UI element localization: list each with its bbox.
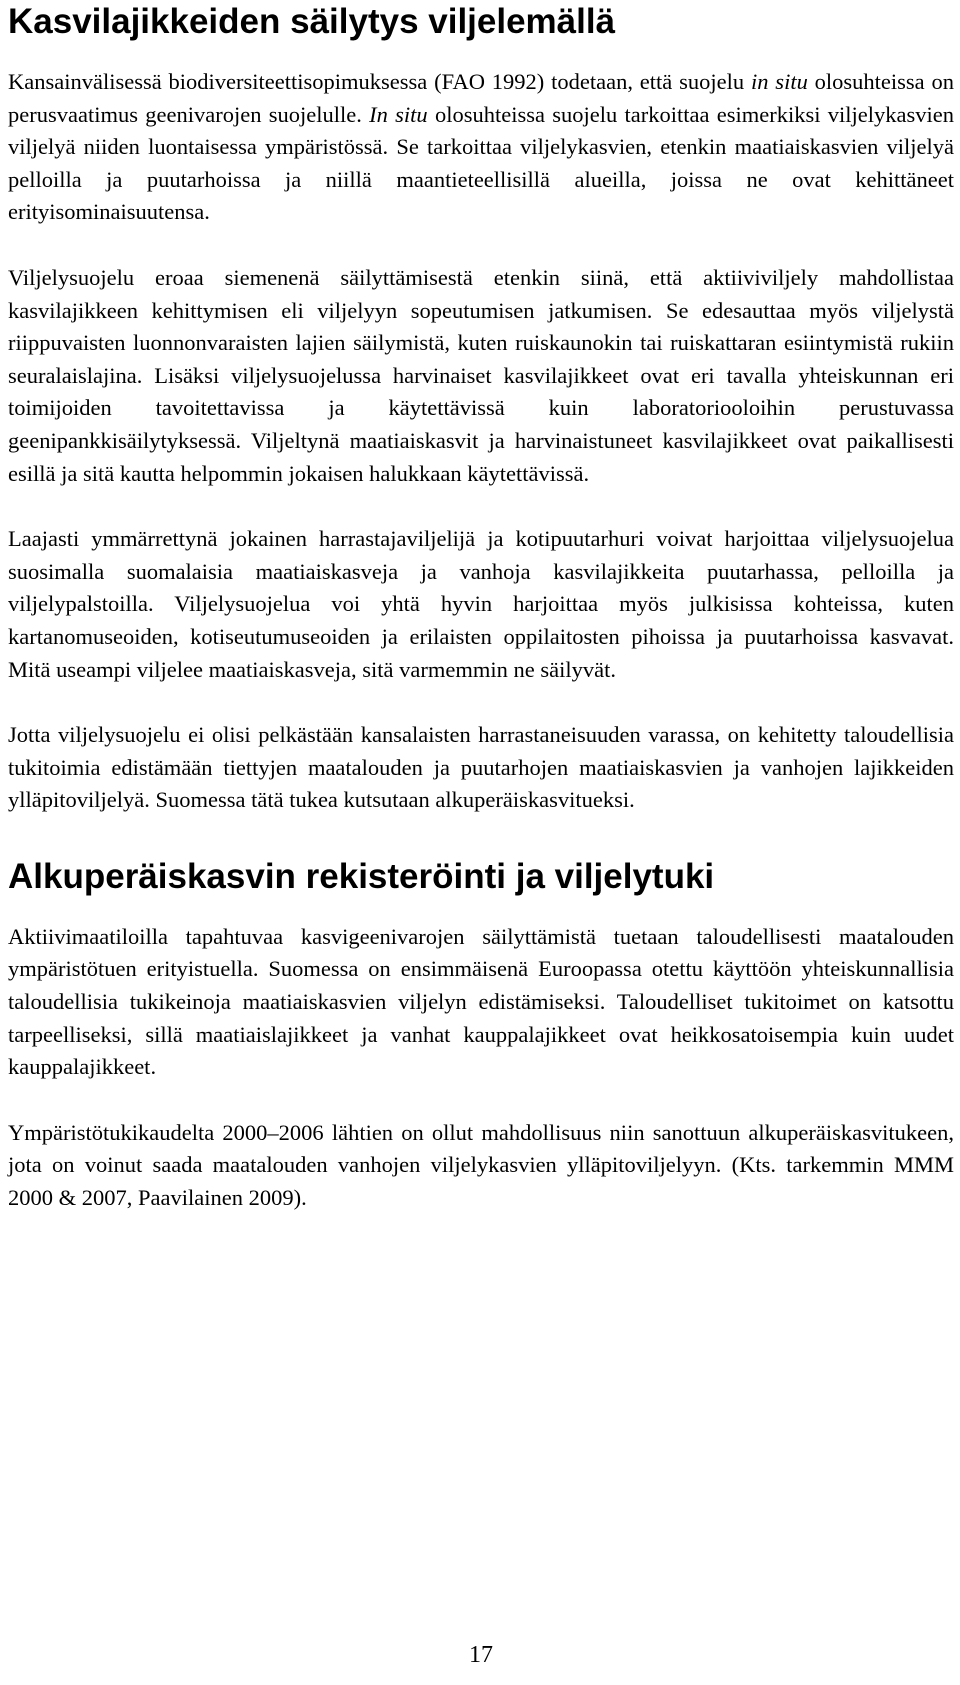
paragraph-text: olosuhteissa suojelu tarkoittaa esimerkiksi viljelykasvien viljelyä niiden luontaisessa ympäristössä. Se tarkoittaa viljelykasvien, etenkin maatiaiskasvien viljelyä pelloilla ja puutarhoissa ja niillä maantieteellisillä alueilla, joissa ne ovat kehittäneet erityisominaisuutensa. [8, 101, 954, 225]
paragraph-environmental-subsidy: Aktiivimaatiloilla tapahtuvaa kasvigeenivarojen säilyttämistä tuetaan taloudellisesti maatalouden ympäristötuen erityistuella. Suomessa on ensimmäisenä Euroopassa otettu käyttöön yhteiskunnallisia taloudellisia tukikeinoja maatiaiskasvien viljelyn edistämiseksi. Taloudelliset tukitoimet on katsottu tarpeelliseksi, sillä maatiaislajikkeet ja vanhat kauppalajikkeet ovat heikkosatoisempia kuin uudet kauppalajikkeet. [8, 923, 954, 1080]
spacer [8, 897, 954, 921]
spacer [8, 229, 954, 262]
spacer [8, 817, 954, 857]
page-number: 17 [469, 1642, 493, 1668]
paragraph-text: olosuhteissa on perusvaatimus geenivarojen suojelulle. [8, 69, 955, 127]
paragraph-in-situ [8, 66, 954, 229]
document-page [8, 0, 955, 1668]
spacer [8, 490, 954, 523]
paragraph-cultivation-conservation: Viljelysuojelu eroaa siemenenä säilyttämisestä etenkin siinä, että aktiiviviljely mahdollistaa kasvilajikkeen kehittymisen eli viljelyyn sopeutumisen jatkumisen. Se edesauttaa myös viljelystä riippuvaisten luonnonvaraisten lajien säilymistä, kuten ruiskaunokin tai ruiskattaran esiintymistä rukiin seuralaislajina. Lisäksi viljelysuojelussa harvinaiset kasvilajikkeet ovat eri tavalla yhteiskunnan eri toimijoiden tavoitettavissa ja käytettävissä kuin laboratoriooloihin perustuvassa geenipankkisäilytyksessä. Viljeltynä maatiaiskasvit ja harvinaistuneet kasvilajikkeet ovat paikallisesti esillä ja sitä kautta helpommin jokaisen halukkaan käytettävissä. [8, 264, 954, 486]
spacer [8, 686, 954, 719]
section-heading-registration: Alkuperäiskasvin rekisteröinti ja viljelytuki [8, 856, 715, 896]
paragraph-text: Kansainvälisessä biodiversiteettisopimuksessa (FAO 1992) todetaan, että suojelu [8, 69, 751, 94]
italic-term: in situ [750, 69, 808, 94]
spacer [8, 42, 954, 66]
paragraph-financial-support: Jotta viljelysuojelu ei olisi pelkästään kansalaisten harrastaneisuuden varassa, on kehitetty taloudellisia tukitoimia edistämään tiettyjen maatalouden ja puutarhojen maatiaiskasvien ja vanhojen lajikkeiden ylläpitoviljelyä. Suomessa tätä tukea kutsutaan alkuperäiskasvitueksi. [8, 722, 954, 813]
paragraph-hobby-growers: Laajasti ymmärrettynä jokainen harrastajaviljelijä ja kotipuutarhuri voivat harjoittaa viljelysuojelua suosimalla suomalaisia maatiaiskasveja ja vanhoja kasvilajikkeita puutarhassa, pelloilla ja viljelypalstoilla. Viljelysuojelua voi yhtä hyvin harjoittaa myös julkisissa kohteissa, kuten kartanomuseoiden, kotiseutumuseoiden ja erilaisten oppilaitosten pihoissa ja puutarhoissa kasvavat. Mitä useampi viljelee maatiaiskasveja, sitä varmemmin ne säilyvät. [8, 526, 954, 682]
spacer [8, 1084, 954, 1117]
paragraph-subsidy-period: Ympäristötukikaudelta 2000–2006 lähtien on ollut mahdollisuus niin sanottuun alkuperäiskasvitukeen, jota on voinut saada maatalouden vanhojen viljelykasvien ylläpitoviljelyyn. (Kts. tarkemmin MMM 2000 & 2007, Paavilainen 2009). [8, 1119, 954, 1211]
italic-term: In situ [369, 101, 428, 127]
section-heading-preservation: Kasvilajikkeiden säilytys viljelemällä [8, 2, 616, 41]
